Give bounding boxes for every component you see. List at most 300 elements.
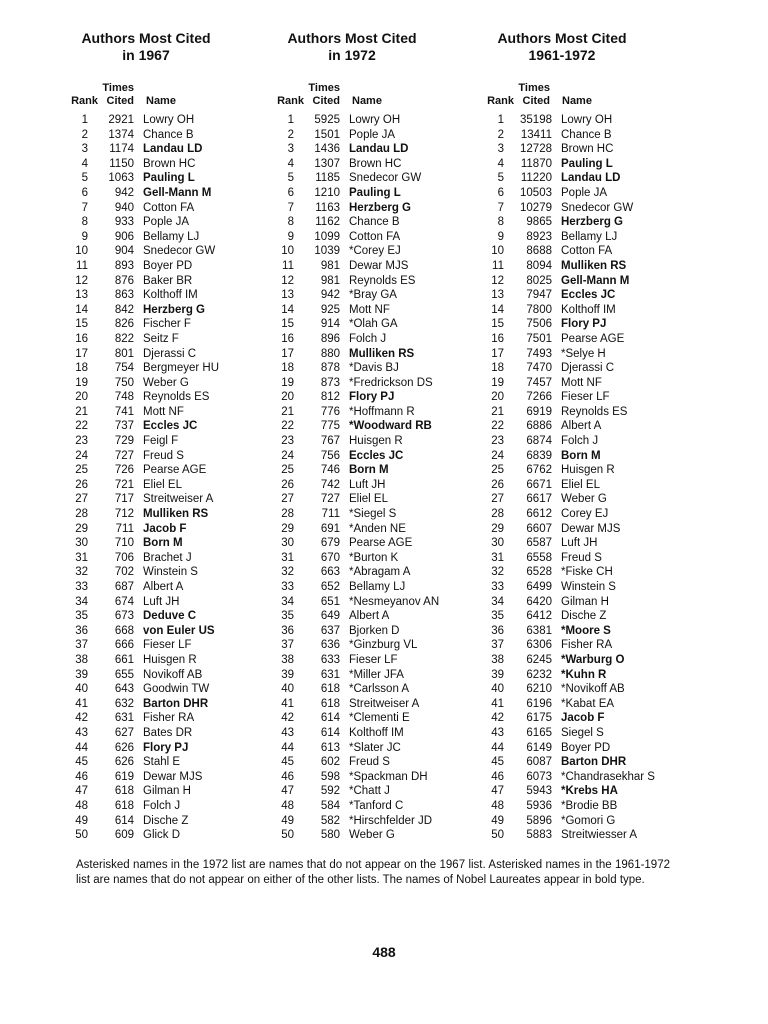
rank-cell: 27 — [491, 493, 504, 506]
name-cell: Huisgen R — [561, 464, 615, 477]
cited-cell: 655 — [114, 668, 134, 681]
rank-cell: 12 — [281, 274, 294, 287]
name-cell: Dische Z — [143, 814, 189, 827]
cited-cell: 633 — [320, 653, 340, 666]
table-row — [66, 113, 266, 128]
name-cell: Albert A — [349, 610, 390, 623]
table-row — [272, 186, 478, 201]
table-row — [482, 609, 682, 624]
name-cell: *Warburg O — [561, 653, 625, 666]
table-row — [66, 419, 266, 434]
rank-cell: 4 — [81, 157, 88, 170]
rank-cell: 13 — [491, 289, 504, 302]
name-cell: Weber G — [561, 493, 607, 506]
cited-cell: 6587 — [526, 537, 552, 550]
table-row — [272, 492, 478, 507]
rank-cell: 24 — [281, 449, 294, 462]
name-cell: *Chandrasekhar S — [561, 770, 655, 783]
rank-cell: 43 — [491, 726, 504, 739]
table-row — [272, 113, 478, 128]
rank-cell: 29 — [491, 522, 504, 535]
name-cell: Flory PJ — [143, 741, 189, 754]
cited-cell: 7947 — [526, 289, 552, 302]
cited-cell: 11870 — [520, 157, 552, 170]
rank-cell: 35 — [281, 610, 294, 623]
rank-cell: 38 — [491, 653, 504, 666]
name-cell: Flory PJ — [349, 391, 395, 404]
rank-cell: 26 — [491, 478, 504, 491]
name-cell: Mott NF — [561, 376, 602, 389]
cited-cell: 619 — [114, 770, 134, 783]
name-cell: Landau LD — [561, 172, 621, 185]
table-row — [482, 551, 682, 566]
cited-cell: 842 — [114, 303, 134, 316]
rank-cell: 39 — [281, 668, 294, 681]
table-row — [482, 478, 682, 493]
cited-cell: 776 — [320, 405, 340, 418]
rank-cell: 38 — [75, 653, 88, 666]
rank-cell: 30 — [281, 537, 294, 550]
rank-cell: 27 — [281, 493, 294, 506]
table-row — [272, 449, 478, 464]
name-cell: *Hirschfelder JD — [349, 814, 433, 827]
name-cell: *Miller JFA — [349, 668, 404, 681]
name-cell: *Fiske CH — [561, 566, 613, 579]
name-cell: Reynolds ES — [349, 274, 416, 287]
rank-cell: 11 — [282, 259, 294, 272]
cited-header: Cited — [106, 95, 134, 107]
rank-header: Rank — [487, 95, 514, 107]
table-row — [482, 171, 682, 186]
cited-cell: 904 — [114, 245, 134, 258]
cited-cell: 6073 — [526, 770, 552, 783]
cited-cell: 35198 — [520, 114, 552, 126]
rank-cell: 28 — [491, 508, 504, 521]
table-row — [66, 828, 266, 843]
cited-cell: 1374 — [108, 128, 134, 141]
rank-cell: 11 — [76, 259, 88, 272]
rank-cell: 20 — [75, 391, 88, 404]
name-cell: Bjorken D — [349, 624, 400, 637]
cited-cell: 1163 — [315, 201, 340, 214]
cited-cell: 582 — [320, 814, 340, 827]
table-row — [66, 536, 266, 551]
table-row — [482, 653, 682, 668]
name-cell: Born M — [143, 537, 183, 550]
name-cell: *Siegel S — [349, 508, 397, 521]
rank-cell: 31 — [75, 551, 88, 564]
rank-cell: 28 — [75, 508, 88, 521]
cited-cell: 12728 — [520, 143, 552, 156]
list-1967 — [66, 30, 266, 843]
rank-cell: 44 — [281, 741, 294, 754]
cited-cell: 609 — [114, 829, 134, 842]
rank-cell: 31 — [491, 551, 504, 564]
rank-cell: 22 — [281, 420, 294, 433]
list-title — [66, 30, 226, 64]
table-row — [482, 390, 682, 405]
name-header: Name — [562, 95, 592, 107]
table-row — [66, 332, 266, 347]
name-cell: Streitweiser A — [143, 493, 214, 506]
table-row — [482, 682, 682, 697]
rank-cell: 47 — [75, 785, 88, 798]
name-cell: Djerassi C — [143, 347, 197, 360]
cited-cell: 1185 — [315, 172, 340, 185]
table-row — [482, 799, 682, 814]
table-row — [272, 201, 478, 216]
rank-cell: 23 — [75, 435, 88, 448]
table-row — [272, 171, 478, 186]
table-row — [482, 784, 682, 799]
table-row — [482, 741, 682, 756]
cited-cell: 679 — [320, 537, 340, 550]
cited-cell: 8688 — [526, 245, 552, 258]
name-cell: Jacob F — [561, 712, 605, 725]
rank-cell: 49 — [75, 814, 88, 827]
name-cell: *Hoffmann R — [349, 405, 415, 418]
rank-cell: 8 — [287, 216, 294, 229]
rank-cell: 32 — [75, 566, 88, 579]
cited-cell: 729 — [114, 435, 134, 448]
name-cell: Bergmeyer HU — [143, 362, 220, 375]
table-row — [66, 770, 266, 785]
name-cell: *Woodward RB — [349, 420, 432, 433]
cited-cell: 1307 — [314, 157, 340, 170]
cited-cell: 717 — [114, 493, 134, 506]
name-cell: *Slater JC — [349, 741, 401, 754]
rank-cell: 18 — [75, 362, 88, 375]
name-cell: Eliel EL — [143, 478, 182, 491]
name-cell: Brown HC — [349, 157, 402, 170]
cited-cell: 6149 — [526, 741, 552, 754]
cited-cell: 10503 — [520, 186, 552, 199]
rank-cell: 15 — [491, 318, 504, 331]
cited-cell: 637 — [320, 624, 340, 637]
cited-cell: 726 — [114, 464, 134, 477]
name-cell: Pearse AGE — [349, 537, 413, 550]
name-cell: Gilman H — [561, 595, 609, 608]
cited-cell: 6671 — [526, 478, 552, 491]
cited-cell: 10279 — [520, 201, 552, 214]
rank-cell: 19 — [491, 376, 504, 389]
cited-cell: 942 — [320, 289, 340, 302]
cited-cell: 893 — [114, 259, 134, 272]
rank-cell: 12 — [75, 274, 88, 287]
table-row — [66, 507, 266, 522]
rank-cell: 46 — [281, 770, 294, 783]
cited-cell: 618 — [114, 799, 134, 812]
name-cell: Weber G — [143, 376, 189, 389]
name-cell: Eccles JC — [349, 449, 404, 462]
cited-cell: 756 — [320, 449, 340, 462]
rows — [272, 113, 478, 843]
rank-cell: 16 — [491, 332, 504, 345]
footnote: Asterisked names in the 1972 list are names that do not appear on the 1967 list. Asterisked names in the 1961-1972 list are names that do not appear on either of the other lists. The names of Nobel Laureates appear in bold type. — [76, 859, 670, 886]
rank-cell: 40 — [491, 683, 504, 696]
list-title-line1: Authors Most Cited — [287, 30, 417, 46]
name-cell: Lowry OH — [561, 114, 613, 126]
name-cell: Kolthoff IM — [349, 726, 404, 739]
rank-cell: 47 — [281, 785, 294, 798]
table-row — [66, 128, 266, 143]
rows — [482, 113, 682, 843]
rank-cell: 46 — [75, 770, 88, 783]
table-row — [482, 128, 682, 143]
name-cell: Fischer F — [143, 318, 191, 331]
table-row — [66, 551, 266, 566]
rank-cell: 26 — [75, 478, 88, 491]
cited-cell: 942 — [114, 186, 134, 199]
cited-cell: 742 — [320, 478, 340, 491]
cited-cell: 5943 — [526, 785, 552, 798]
name-cell: *Brodie BB — [561, 799, 618, 812]
cited-cell: 754 — [114, 362, 134, 375]
rank-cell: 2 — [81, 128, 88, 141]
name-cell: Glick D — [143, 829, 181, 842]
rank-cell: 23 — [281, 435, 294, 448]
rank-cell: 39 — [491, 668, 504, 681]
rank-cell: 9 — [287, 230, 294, 243]
table-row — [482, 463, 682, 478]
cited-cell: 687 — [114, 581, 134, 593]
cited-cell: 981 — [320, 259, 340, 272]
rank-cell: 6 — [287, 186, 294, 199]
name-cell: Baker BR — [143, 274, 193, 287]
cited-cell: 8025 — [526, 274, 552, 287]
name-cell: Snedecor GW — [561, 201, 634, 214]
cited-cell: 750 — [114, 376, 134, 389]
table-row — [66, 492, 266, 507]
rank-cell: 9 — [81, 230, 88, 243]
rank-cell: 7 — [497, 201, 504, 214]
name-cell: Chance B — [143, 128, 194, 141]
table-row — [482, 142, 682, 157]
table-row — [482, 770, 682, 785]
name-cell: Mott NF — [143, 405, 184, 418]
cited-cell: 618 — [320, 697, 340, 710]
name-header: Name — [146, 95, 176, 107]
table-row — [66, 157, 266, 172]
name-cell: *Ginzburg VL — [349, 639, 418, 652]
cited-cell: 6762 — [526, 464, 552, 477]
rank-cell: 44 — [491, 741, 504, 754]
name-cell: *Moore S — [561, 624, 611, 637]
name-cell: Born M — [561, 449, 601, 462]
cited-cell: 981 — [320, 274, 340, 287]
table-row — [482, 215, 682, 230]
table-row — [482, 828, 682, 843]
name-cell: Fisher RA — [561, 639, 613, 652]
cited-cell: 873 — [320, 376, 340, 389]
name-cell: Born M — [349, 464, 389, 477]
name-cell: Albert A — [561, 420, 602, 433]
cited-cell: 6245 — [526, 653, 552, 666]
table-row — [482, 201, 682, 216]
cited-cell: 710 — [114, 537, 134, 550]
table-row — [272, 390, 478, 405]
name-cell: Pearse AGE — [561, 332, 625, 345]
rank-cell: 48 — [281, 799, 294, 812]
table-row — [482, 361, 682, 376]
rank-cell: 42 — [281, 712, 294, 725]
rank-cell: 37 — [75, 639, 88, 652]
rank-cell: 49 — [491, 814, 504, 827]
rank-cell: 4 — [497, 157, 504, 170]
table-row — [272, 244, 478, 259]
rank-cell: 2 — [497, 128, 504, 141]
name-cell: *Gomori G — [561, 814, 616, 827]
rank-cell: 29 — [281, 522, 294, 535]
table-row — [482, 157, 682, 172]
cited-cell: 6381 — [526, 624, 552, 637]
rank-cell: 38 — [281, 653, 294, 666]
rank-cell: 42 — [491, 712, 504, 725]
table-row — [66, 288, 266, 303]
rank-cell: 25 — [281, 464, 294, 477]
cited-cell: 826 — [114, 318, 134, 331]
table-row — [482, 434, 682, 449]
cited-cell: 6919 — [526, 405, 552, 418]
rank-cell: 20 — [491, 391, 504, 404]
cited-cell: 6165 — [526, 726, 552, 739]
rank-cell: 27 — [75, 493, 88, 506]
table-row — [482, 638, 682, 653]
name-cell: Pople JA — [349, 128, 396, 141]
cited-cell: 7266 — [526, 391, 552, 404]
cited-cell: 618 — [114, 785, 134, 798]
list-title — [482, 30, 642, 64]
name-cell: *Anden NE — [349, 522, 406, 535]
table-row — [482, 449, 682, 464]
name-cell: Siegel S — [561, 726, 604, 739]
name-cell: Herzberg G — [561, 216, 623, 229]
cited-cell: 775 — [320, 420, 340, 433]
table-row — [66, 317, 266, 332]
name-cell: Weber G — [349, 829, 395, 842]
rank-cell: 42 — [75, 712, 88, 725]
name-cell: Flory PJ — [561, 318, 607, 331]
cited-cell: 933 — [114, 216, 134, 229]
rank-cell: 50 — [281, 829, 294, 842]
cited-cell: 702 — [114, 566, 134, 579]
name-cell: *Chatt J — [349, 785, 390, 798]
cited-cell: 711 — [321, 508, 340, 521]
name-cell: Corey EJ — [561, 508, 609, 521]
cited-cell: 626 — [114, 756, 134, 769]
rank-cell: 39 — [75, 668, 88, 681]
rank-cell: 48 — [75, 799, 88, 812]
cited-cell: 7493 — [526, 347, 552, 360]
table-row — [272, 697, 478, 712]
table-row — [66, 361, 266, 376]
name-cell: Barton DHR — [561, 756, 627, 769]
table-row — [66, 638, 266, 653]
cited-cell: 712 — [114, 508, 134, 521]
rank-cell: 18 — [281, 362, 294, 375]
name-cell: Fieser LF — [349, 653, 398, 666]
name-cell: Huisgen R — [349, 435, 403, 448]
cited-cell: 661 — [114, 653, 134, 666]
table-row — [482, 595, 682, 610]
table-row — [272, 419, 478, 434]
table-row — [66, 259, 266, 274]
rank-cell: 37 — [491, 639, 504, 652]
table-row — [66, 478, 266, 493]
cited-cell: 863 — [114, 289, 134, 302]
rank-cell: 14 — [491, 303, 504, 316]
rank-cell: 19 — [281, 376, 294, 389]
rank-cell: 41 — [281, 697, 294, 710]
cited-cell: 1174 — [109, 143, 134, 156]
table-row — [66, 405, 266, 420]
list-title-line1: Authors Most Cited — [81, 30, 211, 46]
rank-cell: 33 — [491, 581, 504, 593]
list-title — [272, 30, 432, 64]
name-cell: Herzberg G — [349, 201, 411, 214]
name-cell: Folch J — [143, 799, 181, 812]
rank-cell: 1 — [287, 114, 294, 126]
cited-cell: 880 — [320, 347, 340, 360]
cited-cell: 652 — [320, 581, 340, 593]
name-cell: Freud S — [349, 756, 390, 769]
name-cell: Kolthoff IM — [143, 289, 198, 302]
table-row — [272, 507, 478, 522]
cited-header: Cited — [312, 95, 340, 107]
name-cell: *Spackman DH — [349, 770, 428, 783]
rank-cell: 36 — [75, 624, 88, 637]
cited-cell: 668 — [114, 624, 134, 637]
rank-cell: 13 — [281, 289, 294, 302]
name-cell: Chance B — [349, 216, 400, 229]
cited-cell: 626 — [114, 741, 134, 754]
cited-cell: 13411 — [520, 128, 552, 141]
rank-cell: 36 — [491, 624, 504, 637]
table-row — [482, 522, 682, 537]
table-row — [482, 492, 682, 507]
name-cell: *Abragam A — [349, 566, 411, 579]
table-row — [482, 244, 682, 259]
rank-cell: 4 — [287, 157, 294, 170]
cited-cell: 727 — [320, 493, 340, 506]
table-row — [272, 376, 478, 391]
rank-cell: 22 — [491, 420, 504, 433]
cited-cell: 1162 — [315, 216, 340, 229]
table-row — [66, 668, 266, 683]
rank-cell: 16 — [75, 332, 88, 345]
name-cell: *Nesmeyanov AN — [349, 595, 440, 608]
table-row — [66, 390, 266, 405]
name-cell: Snedecor GW — [143, 245, 216, 258]
list-title-line2: in 1972 — [328, 47, 376, 63]
table-row — [272, 565, 478, 580]
name-cell: Gell-Mann M — [143, 186, 212, 199]
name-cell: *Carlsson A — [349, 683, 410, 696]
cited-cell: 651 — [320, 595, 340, 608]
rows — [66, 113, 266, 843]
name-cell: Chance B — [561, 128, 612, 141]
table-row — [66, 595, 266, 610]
cited-cell: 627 — [114, 726, 134, 739]
name-cell: Dewar MJS — [561, 522, 621, 535]
rank-cell: 24 — [75, 449, 88, 462]
name-cell: Novikoff AB — [143, 668, 203, 681]
page-number: 488 — [372, 944, 396, 960]
table-row — [482, 274, 682, 289]
table-row — [66, 186, 266, 201]
name-cell: Boyer PD — [561, 741, 611, 754]
cited-cell: 614 — [320, 712, 340, 725]
